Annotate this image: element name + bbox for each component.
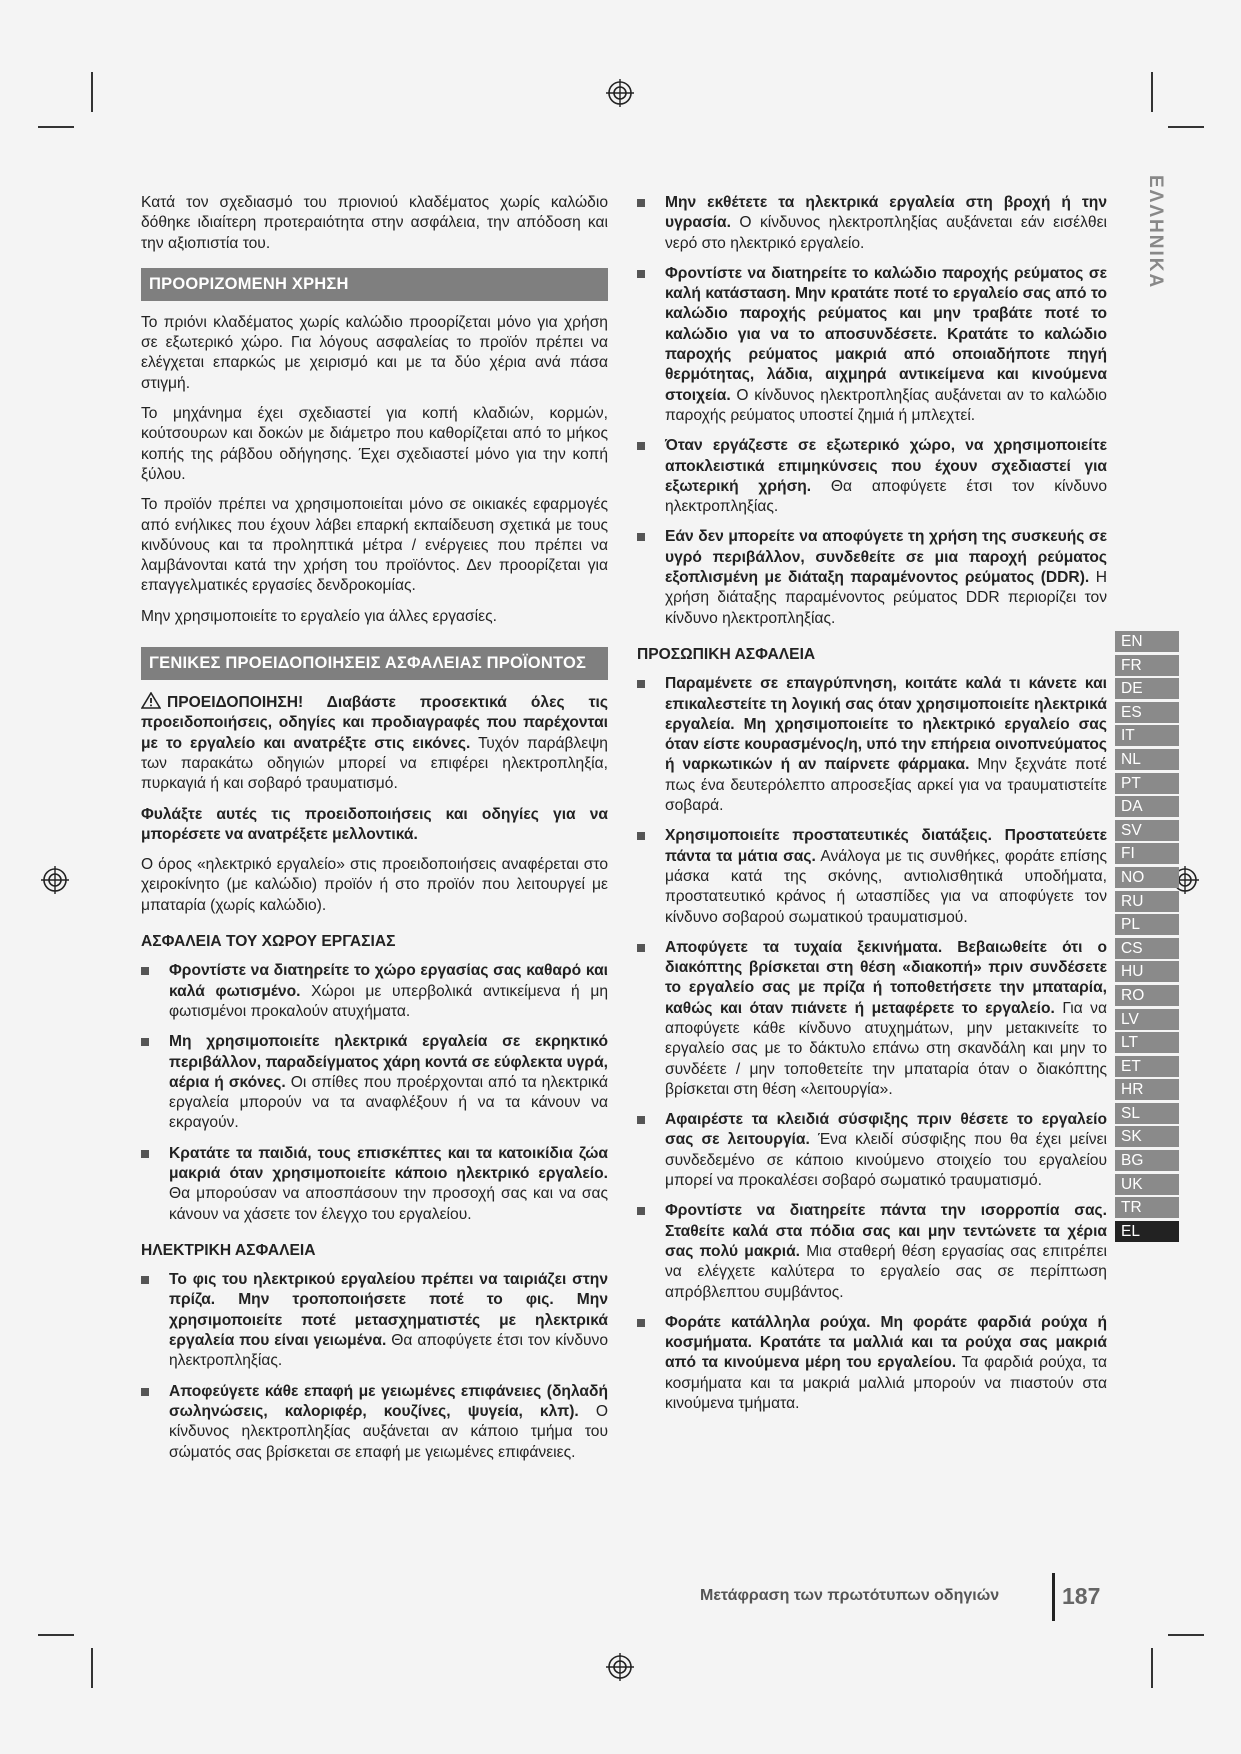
list-item-bold: Το φις του ηλεκτρικού εργαλείου πρέπει να ταιριάζει στην πρίζα. Μην τροποποιήσετε ποτέ το φις. Μην χρησιμοποιείτε ποτέ μετασχηματιστές με ηλεκτρικά εργαλεία που είναι γειωμένα. (169, 1271, 608, 1350)
list-item-bold: Φροντίστε να διατηρείτε το χώρο εργασίας σας καθαρό και καλά φωτισμένο. (169, 962, 608, 1000)
list-item (141, 1144, 608, 1225)
list-item-bold: Αποφεύγετε κάθε επαφή με γειωμένες επιφάνειες (δηλαδή σωληνώσεις, καλοριφέρ, κουζίνες, ψυγεία, κλπ). (169, 1382, 608, 1420)
right-column (637, 193, 1107, 1424)
language-tab: FI (1115, 843, 1179, 864)
language-tab: HU (1115, 961, 1179, 982)
list-item (637, 1110, 1107, 1191)
intended-use-paragraph: Το προϊόν πρέπει να χρησιμοποιείται μόνο σε οικιακές εφαρμογές από ενήλικες που έχουν λάβει επαρκή εκπαίδευση σχετικά με τους κινδύνους και τα προληπτικά μέτρα / ενέργειες που πρέπει να λαμβάνονται κατά την χρήση του προϊόντος. Δεν προορίζεται για επαγγελματικές εργασίες δενδροκομίας. (141, 496, 608, 595)
list-item-bold: Φοράτε κατάλληλα ρούχα. Μη φοράτε φαρδιά ρούχα ή κοσμήματα. Κρατάτε τα μαλλιά και τα ρούχα σας μακριά από τα κινούμενα μέρη του εργαλείου. (665, 1313, 1107, 1372)
footer-caption: Μετάφραση των πρωτότυπων οδηγιών (700, 1587, 1000, 1604)
language-tab: RO (1115, 985, 1179, 1006)
list-item-bold: Κρατάτε τα παιδιά, τους επισκέπτες και τα κατοικίδια ζώα μακριά όταν χρησιμοποιείτε κάποιο ηλεκτρικό εργαλείο. (169, 1144, 608, 1182)
list-item-bold: Μην εκθέτετε τα ηλεκτρικά εργαλεία στη βροχή ή την υγρασία. (665, 194, 1107, 232)
crop-mark (38, 126, 74, 128)
crop-mark (38, 1634, 74, 1636)
language-tab: SK (1115, 1126, 1179, 1147)
language-tab: IT (1115, 725, 1179, 746)
language-tab: FR (1115, 655, 1179, 676)
list-item-text: Ο κίνδυνος ηλεκτροπληξίας αυξάνεται αν το καλώδιο παροχής ρεύματος υποστεί ζημιά ή μπλεχτεί. (665, 386, 1107, 424)
language-tab: CS (1115, 938, 1179, 959)
warning-triangle-icon (141, 692, 161, 709)
keep-warnings-paragraph (141, 805, 608, 846)
language-tab: DA (1115, 796, 1179, 817)
page-number: 187 (1062, 1583, 1101, 1609)
intended-use-paragraph: Μην χρησιμοποιείτε το εργαλείο για άλλες εργασίες. (141, 607, 497, 625)
list-item-text: Τα φαρδιά ρούχα, τα κοσμήματα και τα μακριά μαλλιά μπορούν να πιαστούν στα κινούμενα τμήματα. (665, 1354, 1107, 1413)
list-item-bold: Φροντίστε να διατηρείτε πάντα την ισορροπία σας. Σταθείτε καλά στα πόδια σας και μην τεντώνετε τα χέρια σας πολύ μακριά. (665, 1202, 1107, 1260)
list-item (637, 826, 1107, 927)
list-item (637, 674, 1107, 816)
language-tab: TR (1115, 1197, 1179, 1218)
language-tab: RU (1115, 891, 1179, 912)
keep-warnings-text: Φυλάξτε αυτές τις προειδοποιήσεις και οδηγίες για να μπορέσετε να ανατρέξετε μελλοντικά. (141, 805, 608, 843)
crop-mark (1168, 126, 1204, 128)
list-item-text: Θα αποφύγετε έτσι τον κίνδυνο ηλεκτροπληξίας. (665, 477, 1107, 516)
intended-use-paragraph: Το πριόνι κλαδέματος χωρίς καλώδιο προορίζεται μόνο για χρήση σε εξωτερικό χώρο. Για λόγους ασφαλείας το προϊόν πρέπει να ελέγχεται επαρκώς με χειρισμό και με τα δύο χέρια ανά πάσα στιγμή. (141, 313, 608, 392)
language-tab: SV (1115, 820, 1179, 841)
language-tab: SL (1115, 1103, 1179, 1124)
list-item-bold: Φροντίστε να διατηρείτε το καλώδιο παροχής ρεύματος σε καλή κατάσταση. Μην κρατάτε ποτέ το εργαλείο σας από το καλώδιο παροχής ρεύματος και μην τραβάτε ποτέ το καλώδιο για να το αποσυνδέσετε. Κρατάτε το καλώδιο παροχής ρεύματος μακριά από οποιαδήποτε πηγή θερμότητας, λάδια, αιχμηρά αντικείμενα και κινούμενα στοιχεία. (665, 264, 1107, 404)
warning-paragraph (141, 692, 608, 794)
list-item-bold: Αφαιρέστε τα κλειδιά σύσφιξης πριν θέσετε το εργαλείο σας σε λειτουργία. (665, 1111, 1107, 1149)
language-tab: ES (1115, 702, 1179, 723)
footer-divider (1052, 1573, 1055, 1621)
language-tab: LV (1115, 1009, 1179, 1030)
language-tab: DE (1115, 678, 1179, 699)
list-item-text: Θα μπορούσαν να αποσπάσουν την προσοχή σας και να σας κάνουν να χάσετε τον έλεγχο του εργαλείου. (169, 1185, 608, 1223)
list-item (637, 527, 1107, 628)
electrical-safety-heading: ΗΛΕΚΤΡΙΚΗ ΑΣΦΑΛΕΙΑ (141, 1241, 316, 1259)
registration-mark-icon (40, 865, 70, 895)
list-item (637, 1201, 1107, 1302)
side-language-text: ΕΛΛΗΝΙΚΑ (1145, 175, 1166, 290)
crop-mark (1168, 1634, 1204, 1636)
work-area-heading: ΑΣΦΑΛΕΙΑ ΤΟΥ ΧΩΡΟΥ ΕΡΓΑΣΙΑΣ (141, 933, 396, 951)
crop-mark (1151, 72, 1153, 112)
registration-mark-icon (605, 78, 635, 108)
list-item-text: Θα αποφύγετε έτσι τον κίνδυνο ηλεκτροπληξίας. (169, 1332, 608, 1370)
list-item-text: Χώροι με υπερβολικά αντικείμενα ή μη φωτισμένοι προκαλούν ατυχήματα. (169, 982, 609, 1020)
intended-use-paragraph: Το μηχάνημα έχει σχεδιαστεί για κοπή κλαδιών, κορμών, κούτσουρων και δοκών με διάμετρο που καθορίζεται από το μήκος κοπής της ράβδου οδήγησης. Έχει σχεδιαστεί μόνο για την κοπή ξύλου. (141, 405, 608, 483)
list-item-text: Μια σταθερή θέση εργασίας σας επιτρέπει να ελέγχετε καλύτερα το εργαλείο σας σε περίπτωση απρόβλεπτου συμβάντος. (665, 1242, 1107, 1301)
language-tab: LT (1115, 1032, 1179, 1053)
list-item-bold: Εάν δεν μπορείτε να αποφύγετε τη χρήση της συσκευής σε υγρό περιβάλλον, συνδεθείτε σε μια παροχή ρεύματος εξοπλισμένη με διάταξη παραμένοντος ρεύματος (DDR). (665, 528, 1107, 587)
language-tab: PT (1115, 773, 1179, 794)
list-item-bold: Παραμένετε σε επαγρύπνηση, κοιτάτε καλά τι κάνετε και επικαλεστείτε τη λογική σας όταν χρησιμοποιείτε ηλεκτρικά εργαλεία. Μη χρησιμοποιείτε το ηλεκτρικό εργαλείο σας όταν είστε κουρασμένος/η, υπό την επήρεια οινοπνεύματος ή ναρκωτικών ή αν παίρνετε φάρμακα. (665, 675, 1107, 774)
side-language-label (1140, 175, 1170, 295)
list-item-bold: Χρησιμοποιείτε προστατευτικές διατάξεις. Προστατεύετε πάντα τα μάτια σας. (665, 827, 1107, 865)
list-item (141, 1270, 608, 1371)
personal-safety-heading: ΠΡΟΣΩΠΙΚΗ ΑΣΦΑΛΕΙΑ (637, 645, 816, 663)
list-item-bold: Αποφύγετε τα τυχαία ξεκινήματα. Βεβαιωθείτε ότι ο διακόπτης βρίσκεται στη θέση «διακοπή» πριν συνδέσετε το εργαλείο σας με πρίζα ή τοποθετήσετε την μπαταρία, καθώς και όταν πιάνετε ή μεταφέρετε το εργαλείο. (665, 938, 1107, 1017)
list-item (637, 938, 1107, 1100)
personal-safety-list (637, 674, 1107, 1414)
crop-mark (1151, 1648, 1153, 1688)
electrical-safety-list (141, 1270, 608, 1463)
intended-use-heading: ΠΡΟΟΡΙΖΟΜΕΝΗ ΧΡΗΣΗ (141, 268, 608, 301)
crop-mark (91, 72, 93, 112)
crop-mark (91, 1648, 93, 1688)
language-tab-active: EL (1115, 1221, 1179, 1242)
list-item (637, 1313, 1107, 1414)
list-item-bold: Όταν εργάζεστε σε εξωτερικό χώρο, να χρησιμοποιείτε αποκλειστικά επιμηκύνσεις που έχουν σχεδιαστεί για εξωτερική χρήση. (665, 437, 1107, 495)
language-tab: PL (1115, 914, 1179, 935)
list-item-text: Η χρήση διάταξης παραμένοντος ρεύματος DDR περιορίζει τον κίνδυνο ηλεκτροπληξίας. (665, 569, 1107, 627)
language-tab: NO (1115, 867, 1179, 888)
list-item-bold: Μη χρησιμοποιείτε ηλεκτρικά εργαλεία σε εκρηκτικό περιβάλλον, παραδείγματος χάρη κοντά σε εύφλεκτα υγρά, αέρια ή σκόνες. (169, 1033, 608, 1091)
list-item (141, 1032, 608, 1133)
list-item (637, 193, 1107, 254)
language-tab: EN (1115, 631, 1179, 652)
list-item-text: Οι σπίθες που προέρχονται από τα ηλεκτρικά εργαλεία μπορούν να τα αναφλέξουν ή να τα κάνουν να εκραγούν. (169, 1073, 608, 1132)
list-item (141, 961, 608, 1022)
left-column (141, 193, 608, 1473)
language-tab: UK (1115, 1174, 1179, 1195)
language-tabs (1115, 631, 1179, 1244)
list-item-text: Ο κίνδυνος ηλεκτροπληξίας αυξάνεται εάν εισέλθει νερό στο ηλεκτρικό εργαλείο. (665, 214, 1107, 252)
list-item (637, 436, 1107, 517)
warning-bold-text: ΠΡΟΕΙΔΟΠΟΙΗΣΗ! Διαβάστε προσεκτικά όλες τις προειδοποιήσεις, οδηγίες και προδιαγραφές που παρέχονται με το εργαλείο και ανατρέξτε στις εικόνες. (141, 694, 608, 752)
list-item (141, 1382, 608, 1463)
language-tab: BG (1115, 1150, 1179, 1171)
language-tab: ET (1115, 1056, 1179, 1077)
list-item-text: Ανάλογα με τις συνθήκες, φοράτε επίσης μάσκα κατά της σκόνης, αντιολισθητικά υποδήματα, προστατευτικό κράνος ή ωτασπίδες για να αποφύγετε τον κίνδυνο σοβαρού σωματικού τραυματισμού. (665, 847, 1107, 926)
list-item-text: Για να αποφύγετε κάθε κίνδυνο ατυχημάτων, μην μετακινείτε το εργαλείο σας με το δάκτυλο επάνω στη σκανδάλη και μην το συνδέετε / μην τοποθετείτε την μπαταρία όταν ο διακόπτης βρίσκεται στη θέση «λειτουργία». (665, 999, 1107, 1098)
work-area-list (141, 961, 608, 1225)
list-item (637, 264, 1107, 426)
list-item-text: Μην ξεχνάτε ποτέ πως ένα δευτερόλεπτο απροσεξίας αρκεί για να τραυματιστείτε σοβαρά. (665, 756, 1107, 815)
general-warnings-heading: ΓΕΝΙΚΕΣ ΠΡΟΕΙΔΟΠΟΙΗΣΕΙΣ ΑΣΦΑΛΕΙΑΣ ΠΡΟΪΟΝΤΟΣ (141, 647, 608, 680)
list-item-text: Ένα κλειδί σύσφιξης που θα έχει μείνει συνδεδεμένο σε κάποιο κινούμενο στοιχείο του εργαλείου μπορεί να προκαλέσει σοβαρό σωματικό τραυματισμό. (665, 1131, 1108, 1190)
electrical-safety-list-continued (637, 193, 1107, 629)
term-paragraph: Ο όρος «ηλεκτρικό εργαλείο» στις προειδοποιήσεις αναφέρεται στο χειροκίνητο (με καλώδιο) προϊόν ή στο προϊόν που λειτουργεί με μπαταρία (χωρίς καλώδιο). (141, 856, 608, 914)
language-tab: HR (1115, 1079, 1179, 1100)
registration-mark-icon (605, 1652, 635, 1682)
list-item-text: Ο κίνδυνος ηλεκτροπληξίας αυξάνεται αν κάποιο τμήμα του σώματός σας βρίσκεται σε επαφή με γειωμένες επιφάνειες. (169, 1402, 608, 1461)
warning-text: Τυχόν παράβλεψη των παρακάτω οδηγιών μπορεί να επιφέρει ηλεκτροπληξία, πυρκαγιά ή και σοβαρό τραυματισμό. (141, 734, 608, 793)
intro-paragraph: Κατά τον σχεδιασμό του πριονιού κλαδέματος χωρίς καλώδιο δόθηκε ιδιαίτερη προτεραιότητα στην ασφάλεια, την απόδοση και την αξιοπιστία του. (141, 194, 608, 252)
language-tab: NL (1115, 749, 1179, 770)
